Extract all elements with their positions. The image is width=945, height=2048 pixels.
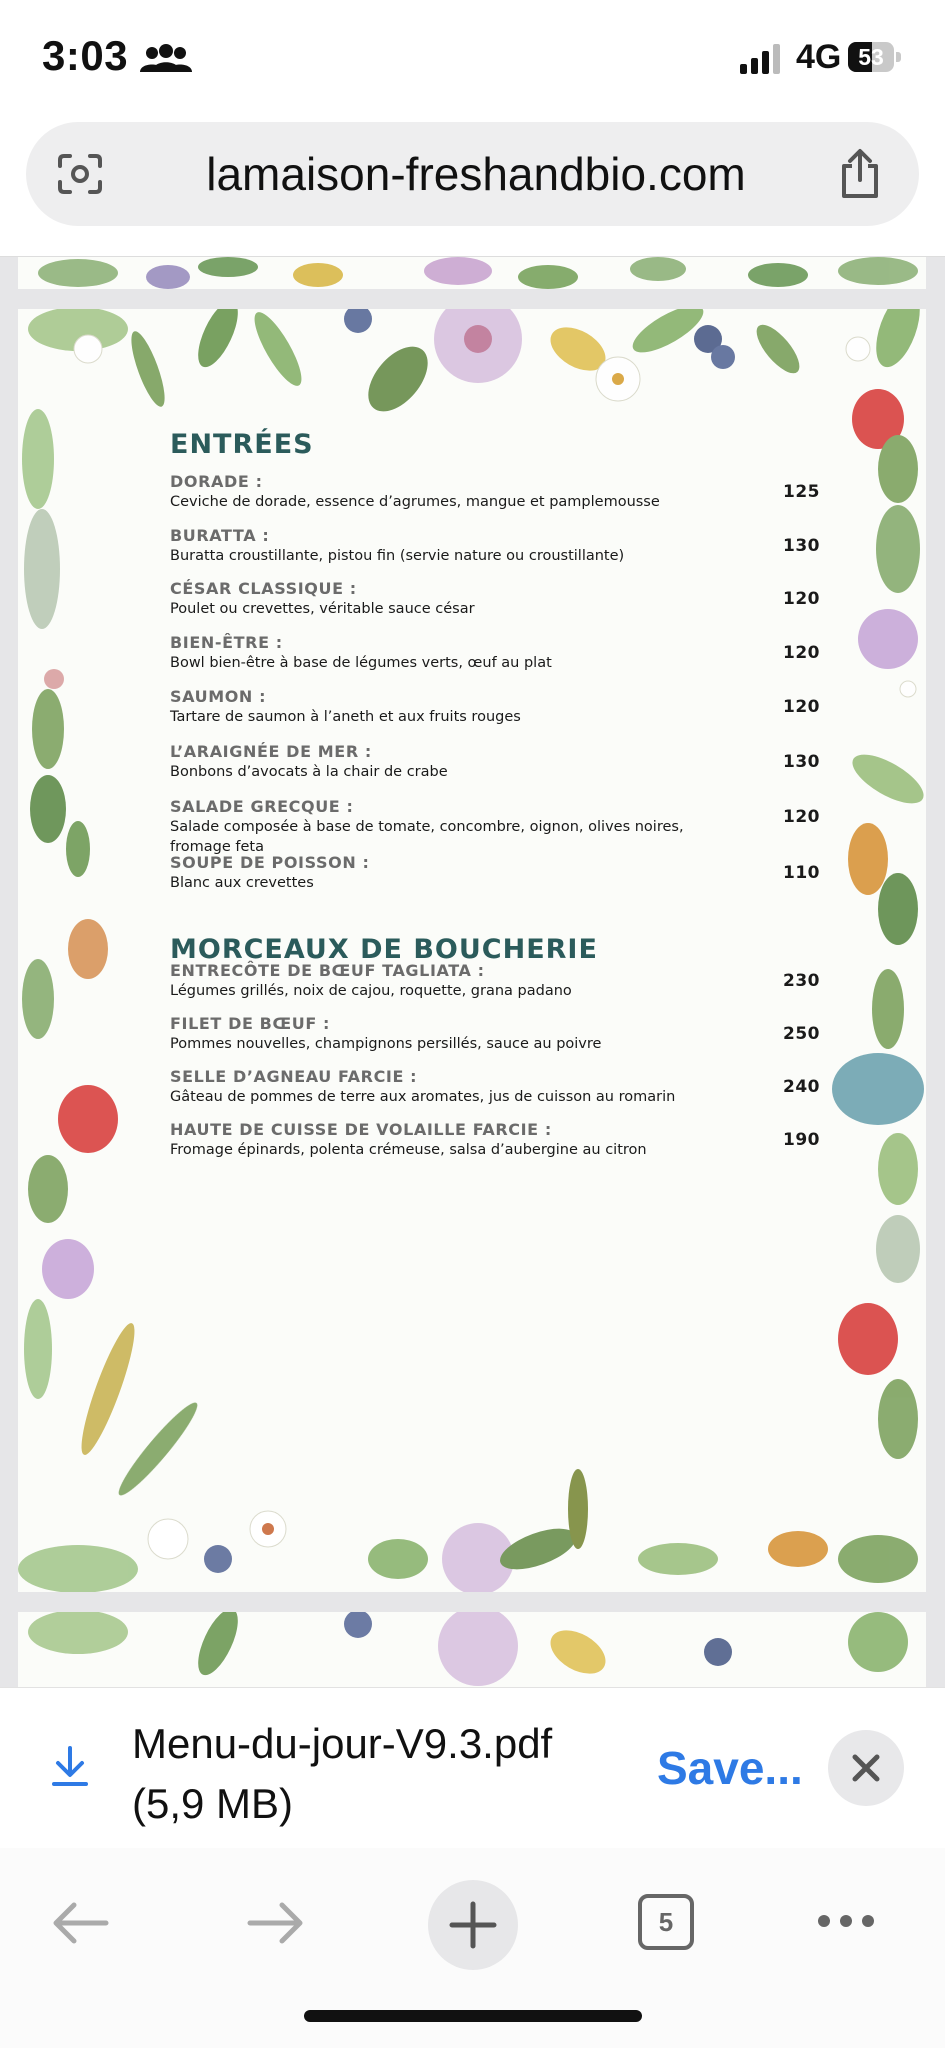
- network-type: 4G: [796, 38, 842, 76]
- menu-item-name: HAUTE DE CUISSE DE VOLAILLE FARCIE :: [170, 1120, 552, 1139]
- menu-item-price: 110: [783, 863, 820, 883]
- menu-item-name: BIEN-ÊTRE :: [170, 633, 283, 652]
- menu-item-description: Bonbons d’avocats à la chair de crabe: [170, 764, 448, 780]
- signal-icon: [740, 44, 784, 74]
- battery-level: 53: [858, 44, 884, 70]
- battery-icon: [848, 42, 902, 72]
- menu-item-description: Pommes nouvelles, champignons persillés, sauce au poivre: [170, 1036, 602, 1052]
- save-button[interactable]: Save...: [657, 1742, 803, 1794]
- menu-item: [170, 633, 820, 673]
- menu-item: [170, 526, 820, 566]
- download-filename: Menu-du-jour-V9.3.pdf: [132, 1720, 553, 1767]
- lens-icon[interactable]: [56, 152, 104, 196]
- url-bar[interactable]: [26, 122, 919, 226]
- menu-item-description: Ceviche de dorade, essence d’agrumes, mangue et pamplemousse: [170, 494, 660, 510]
- menu-item: [170, 797, 820, 857]
- status-time: 3:03: [42, 32, 129, 79]
- menu-item-description: Légumes grillés, noix de cajou, roquette, grana padano: [170, 983, 572, 999]
- menu-item-description: Buratta croustillante, pistou fin (servie nature ou croustillante): [170, 548, 625, 564]
- menu-item-name: SAUMON :: [170, 687, 267, 706]
- menu-item-description: Bowl bien-être à base de légumes verts, œuf au plat: [170, 655, 552, 671]
- close-download-button[interactable]: [828, 1730, 904, 1806]
- menu-item-description: Tartare de saumon à l’aneth et aux fruits rouges: [170, 709, 521, 725]
- menu-item-description: Salade composée à base de tomate, concombre, oignon, olives noires, fromage feta: [170, 819, 684, 855]
- menu-page: [18, 309, 926, 1592]
- menu-item-price: 120: [783, 807, 820, 827]
- menu-item-name: BURATTA :: [170, 526, 270, 545]
- menu-item-description: Blanc aux crevettes: [170, 875, 314, 891]
- status-bar: [0, 0, 945, 115]
- menu-item-description: Fromage épinards, polenta crémeuse, salsa d’aubergine au citron: [170, 1142, 647, 1158]
- menu-item-price: 125: [783, 482, 820, 502]
- menu-item-name: L’ARAIGNÉE DE MER :: [170, 742, 372, 761]
- download-bar: [0, 1687, 945, 1849]
- menu-item-price: 120: [783, 589, 820, 609]
- menu-item: [170, 687, 820, 727]
- back-arrow-icon[interactable]: [48, 1900, 112, 1946]
- next-page: [18, 1612, 926, 1687]
- menu-item: [170, 1120, 820, 1160]
- menu-item-price: 120: [783, 643, 820, 663]
- pdf-viewer[interactable]: [0, 257, 945, 1687]
- new-tab-button[interactable]: [428, 1880, 518, 1970]
- download-size: (5,9 MB): [132, 1780, 294, 1827]
- menu-item-name: ENTRECÔTE DE BŒUF TAGLIATA :: [170, 961, 485, 980]
- url-text[interactable]: lamaison-freshandbio.com: [206, 148, 746, 200]
- people-icon: [138, 44, 194, 74]
- previous-page: [18, 257, 926, 289]
- menu-item: [170, 853, 820, 893]
- close-icon[interactable]: [828, 1730, 904, 1806]
- menu-item: [170, 579, 820, 619]
- menu-item-price: 240: [783, 1077, 820, 1097]
- menu-item: [170, 1014, 820, 1054]
- menu-item: [170, 961, 820, 1001]
- menu-item-name: SOUPE DE POISSON :: [170, 853, 370, 872]
- menu-item: [170, 1067, 820, 1107]
- menu-item-price: 130: [783, 752, 820, 772]
- menu-item-price: 190: [783, 1130, 820, 1150]
- menu-item: [170, 742, 820, 782]
- tab-switcher-button[interactable]: 5: [638, 1894, 694, 1950]
- menu-item-price: 230: [783, 971, 820, 991]
- share-icon[interactable]: [836, 148, 884, 200]
- section-title: MORCEAUX DE BOUCHERIE: [170, 934, 598, 965]
- menu-item-price: 120: [783, 697, 820, 717]
- menu-item-name: CÉSAR CLASSIQUE :: [170, 579, 357, 598]
- more-icon[interactable]: [816, 1906, 876, 1936]
- menu-item-price: 130: [783, 536, 820, 556]
- plus-icon[interactable]: [428, 1880, 518, 1970]
- menu-item-price: 250: [783, 1024, 820, 1044]
- menu-item-description: Poulet ou crevettes, véritable sauce césar: [170, 601, 475, 617]
- home-indicator: [304, 2010, 642, 2022]
- menu-item-name: SELLE D’AGNEAU FARCIE :: [170, 1067, 418, 1086]
- menu-item: [170, 472, 820, 512]
- menu-item-name: DORADE :: [170, 472, 263, 491]
- forward-arrow-icon[interactable]: [244, 1900, 308, 1946]
- download-icon[interactable]: [48, 1744, 92, 1788]
- section-title: ENTRÉES: [170, 429, 314, 460]
- menu-item-name: SALADE GRECQUE :: [170, 797, 354, 816]
- menu-item-name: FILET DE BŒUF :: [170, 1014, 331, 1033]
- menu-item-description: Gâteau de pommes de terre aux aromates, jus de cuisson au romarin: [170, 1089, 676, 1105]
